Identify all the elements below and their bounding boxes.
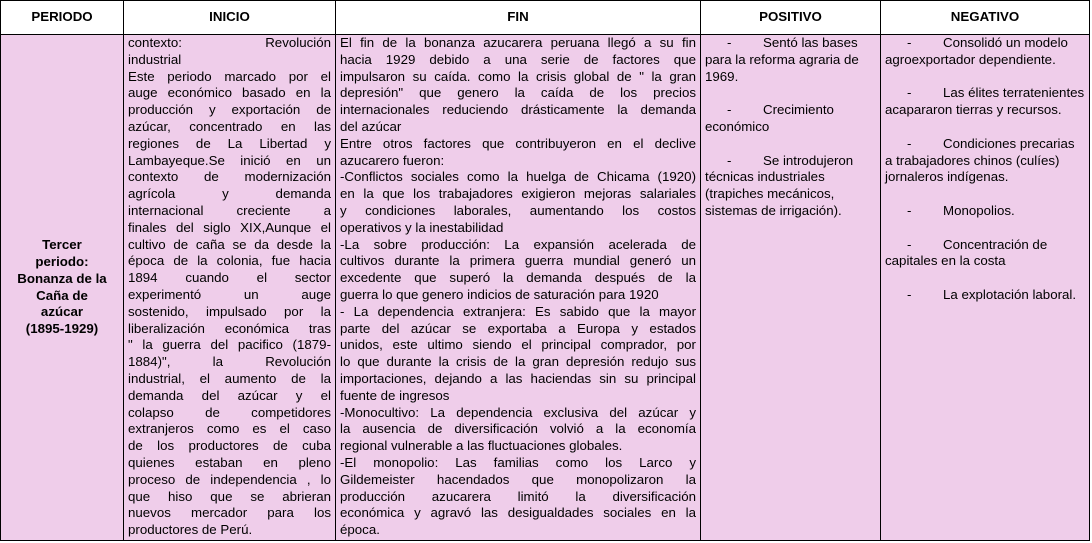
text-line: parte del azúcar se exportaba a Europa y estados xyxy=(340,320,696,336)
bullet-dash: - xyxy=(727,152,732,168)
bullet-dash: - xyxy=(727,35,732,50)
text-line: internacionales reduciendo drásticamente la demanda xyxy=(340,102,696,118)
text-line: azúcar, concentrado en las xyxy=(128,118,331,134)
text-line: nuevos mercador para los xyxy=(128,505,331,521)
periodo-line: azúcar xyxy=(40,304,84,320)
header-row xyxy=(1,1,1090,35)
text-line: que hiso que se abrieran xyxy=(128,488,331,504)
periodo-line: (1895-1929) xyxy=(25,321,99,337)
text-line: -Conflictos sociales como la huelga de Chicama (1920) xyxy=(340,169,696,185)
list-item xyxy=(705,102,876,136)
text-line: lo que durante la crisis de la gran depresión redujo sus xyxy=(340,354,696,370)
list-item-text: Se introdujeron técnicas industriales (trapiches mecánicos, sistemas de irrigación). xyxy=(705,152,854,218)
periodo-line: periodo: xyxy=(35,253,89,269)
bullet-dash: - xyxy=(727,102,732,118)
text-line: proceso de independencia , lo xyxy=(128,471,331,487)
text-line: producción y exportación de xyxy=(128,102,331,118)
text-line: excedente que superó la demanda después de la xyxy=(340,270,696,286)
text-line: auge económico basado en la xyxy=(128,85,331,101)
text-line: Lambayeque.Se inició en un xyxy=(128,152,331,168)
periodo-line: Caña de xyxy=(36,287,88,303)
text-line: unidos, este ultimo siendo el principal comprador, por xyxy=(340,337,696,353)
fin-cell xyxy=(336,35,701,541)
text-line: liberalización económica tras xyxy=(128,320,331,336)
text-line: hacia 1929 debido a una serie de factores que xyxy=(340,51,696,67)
text-line: 1894 cuando el sector xyxy=(128,270,331,286)
table-row xyxy=(1,35,1090,541)
text-line: la ausencia de diversificación volvió a la economía xyxy=(340,421,696,437)
text-line: sostenido, impulsado por la xyxy=(128,303,331,319)
list-item xyxy=(705,153,876,220)
list-item xyxy=(885,136,1085,186)
list-item-text: Condiciones precarias a trabajadores chinos (culíes) jornaleros indígenas. xyxy=(885,135,1075,185)
text-line: - La dependencia extranjera: Es sabido que la mayor xyxy=(340,303,696,319)
list-item xyxy=(885,85,1085,119)
text-line: El fin de la bonanza azucarera peruana llegó a su fin xyxy=(340,35,696,50)
text-line: quienes estaban en pleno xyxy=(128,454,331,470)
list-item-text: Monopolios. xyxy=(943,202,1015,218)
list-item xyxy=(705,35,876,85)
text-line: de los productores de cuba xyxy=(128,438,331,454)
text-line: operativos y la inestabilidad xyxy=(340,219,504,235)
text-line: azucarero fueron: xyxy=(340,152,445,168)
text-line: demanda del azúcar y el xyxy=(128,387,331,403)
text-line: Gildemeister hacendados que monopolizaron la xyxy=(340,471,696,487)
text-line: cultivos durante la primera guerra mundial generó un xyxy=(340,253,696,269)
list-item-text: Las élites terratenientes acapararon tierras y recursos. xyxy=(885,85,1085,118)
periodo-line: Tercer xyxy=(42,237,82,253)
list-item xyxy=(885,237,1085,271)
text-line: importaciones, dejando a las haciendas sin su principal xyxy=(340,370,696,386)
text-line: época. xyxy=(340,522,380,538)
text-line: experimentó un auge xyxy=(128,286,331,302)
bullet-dash: - xyxy=(907,35,912,50)
periodo-line: Bonanza de la xyxy=(17,270,107,286)
text-line: y condiciones laborales, aumentando los costos xyxy=(340,202,696,218)
header-inicio: INICIO xyxy=(124,1,336,35)
positivo-cell xyxy=(701,35,881,541)
header-negativo: NEGATIVO xyxy=(881,1,1090,35)
text-line: regional vulnerable a las fluctuaciones globales. xyxy=(340,438,623,454)
header-fin: FIN xyxy=(336,1,701,35)
inicio-cell xyxy=(124,35,336,541)
list-item-text: La explotación laboral. xyxy=(943,286,1077,302)
text-line: finales del siglo XIX,Aunque el xyxy=(128,219,331,235)
text-line: impulsaron su caída. como la crisis global de " la gran xyxy=(340,68,696,84)
text-line: época de la colonia, fue hacia xyxy=(128,253,331,269)
text-line: productores de Perú. xyxy=(128,522,253,538)
bullet-dash: - xyxy=(907,135,912,151)
text-line: Entre otros factores que contribuyeron en el declive xyxy=(340,135,696,151)
text-line: contexto: Revolución xyxy=(128,35,331,50)
bullet-dash: - xyxy=(907,202,912,218)
text-line: agrícola y demanda xyxy=(128,186,331,202)
text-line: del azúcar xyxy=(340,118,402,134)
text-line: guerra lo que genero indicios de saturación para 1920 xyxy=(340,286,659,302)
text-line: industrial xyxy=(128,51,182,67)
list-item xyxy=(885,287,1085,304)
text-line: 1884)", la Revolución xyxy=(128,354,331,370)
header-periodo: PERIODO xyxy=(1,1,124,35)
text-line: Este periodo marcado por el xyxy=(128,68,331,84)
text-line: contexto de modernización xyxy=(128,169,331,185)
text-line: económica y agravó las desigualdades sociales en la xyxy=(340,505,696,521)
list-item-text: Concentración de capitales en la costa xyxy=(885,236,1048,269)
list-item xyxy=(885,35,1085,69)
list-item-text: Consolidó un modelo agroexportador dependiente. xyxy=(885,35,1068,67)
text-line: internacional creciente a xyxy=(128,202,331,218)
negativo-cell xyxy=(881,35,1090,541)
text-line: cultivo de caña se da desde la xyxy=(128,236,331,252)
periodo-cell xyxy=(1,35,124,541)
list-item-text: Sentó las bases para la reforma agraria de 1969. xyxy=(705,35,859,84)
text-line: regiones de La Libertad y xyxy=(128,135,331,151)
list-item xyxy=(885,203,1085,220)
bullet-dash: - xyxy=(907,85,912,101)
text-line: industrial, el aumento de la xyxy=(128,370,331,386)
text-line: -Monocultivo: La dependencia exclusiva del azúcar y xyxy=(340,404,696,420)
text-line: colapso de competidores xyxy=(128,404,331,420)
text-line: -El monopolio: Las familias como los Larco y xyxy=(340,454,696,470)
text-line: -La sobre producción: La expansión acelerada de xyxy=(340,236,696,252)
header-positivo: POSITIVO xyxy=(701,1,881,35)
text-line: " la guerra del pacifico (1879- xyxy=(128,337,331,353)
text-line: extranjeros como es el caso xyxy=(128,421,331,437)
bullet-dash: - xyxy=(907,236,912,252)
text-line: depresión" que genero la caída de los precios xyxy=(340,85,696,101)
text-line: producción azucarera limitó la diversificación xyxy=(340,488,696,504)
bullet-dash: - xyxy=(907,286,912,302)
text-line: en la que los trabajadores exigieron mejoras salariales xyxy=(340,186,696,202)
list-item-text: Crecimiento económico xyxy=(705,102,834,134)
text-line: fuente de ingresos xyxy=(340,387,450,403)
